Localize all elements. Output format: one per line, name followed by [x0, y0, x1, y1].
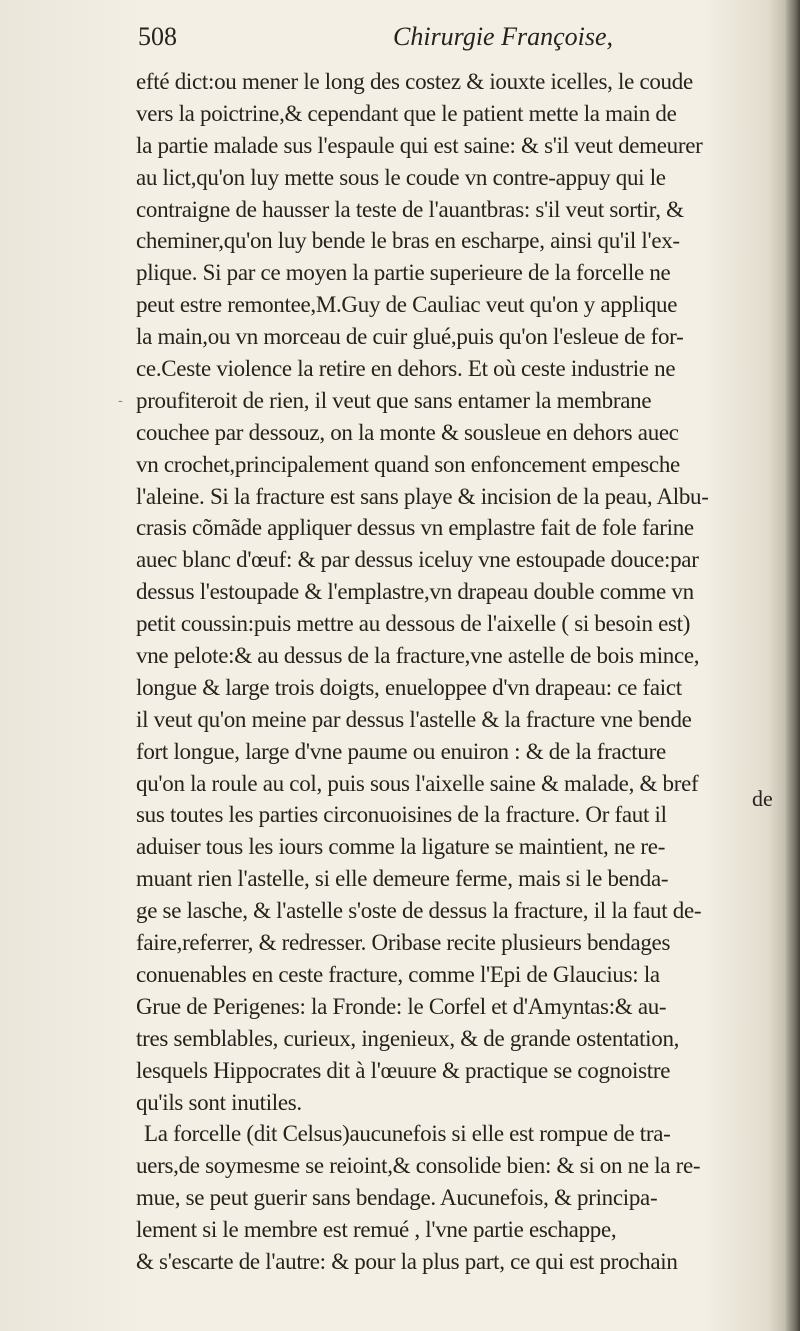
text-line: & s'escarte de l'autre: & pour la plus part, ce qui est prochain: [136, 1248, 678, 1274]
text-line: lesquels Hippocrates dit à l'œuure & practique se cognoistre: [136, 1057, 671, 1083]
text-line: auec blanc d'œuf: & par dessus iceluy vne estoupade douce:par: [136, 547, 699, 573]
text-line: sus toutes les parties circonuoisines de la fracture. Or faut il: [136, 802, 667, 828]
page-number: 508: [138, 22, 177, 51]
text-line: l'aleine. Si la fracture est sans playe & incision de la peau, Albu-: [136, 483, 709, 509]
text-line: tres semblables, curieux, ingenieux, & de grande ostentation,: [136, 1025, 680, 1051]
text-line: ge se lasche, & l'astelle s'oste de dessus la fracture, il la faut de-: [136, 898, 702, 924]
text-line: longue & large trois doigts, enueloppee d'vn drapeau: ce faict: [136, 674, 682, 700]
text-line: Grue de Perigenes: la Fronde: le Corfel et d'Amyntas:& au-: [136, 993, 667, 1019]
text-line: la partie malade sus l'espaule qui est saine: & s'il veut demeurer: [136, 132, 703, 158]
text-line: au lict,qu'on luy mette sous le coude vn contre-appuy qui le: [136, 164, 666, 190]
text-line: petit coussin:puis mettre au dessous de l'aixelle ( si besoin est): [136, 611, 691, 637]
text-line: dessus l'estoupade & l'emplastre,vn drapeau double comme vn: [136, 579, 694, 605]
text-line: la main,ou vn morceau de cuir glué,puis qu'on l'esleue de for-: [136, 324, 684, 350]
catchword: de: [752, 786, 773, 811]
running-header: [138, 22, 778, 62]
text-line: vers la poictrine,& cependant que le patient mette la main de: [136, 100, 677, 126]
text-line: proufiteroit de rien, il veut que sans entamer la membrane: [136, 387, 652, 413]
text-line: mue, se peut guerir sans bendage. Aucunefois, & principa-: [136, 1185, 658, 1211]
text-line: contraigne de hausser la teste de l'auantbras: s'il veut sortir, &: [136, 196, 684, 222]
text-line: cheminer,qu'on luy bende le bras en escharpe, ainsi qu'il l'ex-: [136, 228, 680, 254]
text-line: aduiser tous les iours comme la ligature se maintient, ne re-: [136, 834, 666, 860]
text-line: fort longue, large d'vne paume ou enuiron : & de la fracture: [136, 738, 666, 764]
text-line: couchee par dessouz, on la monte & sousleue en dehors auec: [136, 419, 679, 445]
text-line: qu'ils sont inutiles.: [136, 1089, 302, 1115]
text-line: efté dict:ou mener le long des costez & iouxte icelles, le coude: [136, 69, 693, 94]
text-line: lement si le membre est remué , l'vne partie eschappe,: [136, 1217, 617, 1243]
text-line: vne pelote:& au dessus de la fracture,vne astelle de bois mince,: [136, 643, 700, 669]
text-line: plique. Si par ce moyen la partie superieure de la forcelle ne: [136, 260, 671, 286]
text-line: ce.Ceste violence la retire en dehors. Et où ceste industrie ne: [136, 356, 676, 382]
text-line: vn crochet,principalement quand son enfoncement empesche: [136, 451, 680, 477]
text-line: faire,referrer, & redresser. Oribase recite plusieurs bendages: [136, 930, 671, 956]
text-line: muant rien l'astelle, si elle demeure ferme, mais si le benda-: [136, 866, 669, 892]
body-text: [136, 66, 796, 1278]
text-line: conuenables en ceste fracture, comme l'Epi de Glaucius: la: [136, 961, 660, 987]
text-line: qu'on la roule au col, puis sous l'aixelle saine & malade, & bref: [136, 770, 699, 796]
running-title: Chirurgie Françoise,: [393, 22, 614, 51]
paragraph-start-line: La forcelle (dit Celsus)aucunefois si elle est rompue de tra-: [144, 1121, 671, 1147]
margin-dash-mark: -: [118, 393, 123, 409]
text-line: peut estre remontee,M.Guy de Cauliac veut qu'on y applique: [136, 292, 678, 318]
text-line: uers,de soymesme se reioint,& consolide bien: & si on ne la re-: [136, 1153, 701, 1179]
text-line: il veut qu'on meine par dessus l'astelle & la fracture vne bende: [136, 706, 692, 732]
text-line: crasis cõmãde appliquer dessus vn emplastre fait de fole farine: [136, 515, 694, 541]
